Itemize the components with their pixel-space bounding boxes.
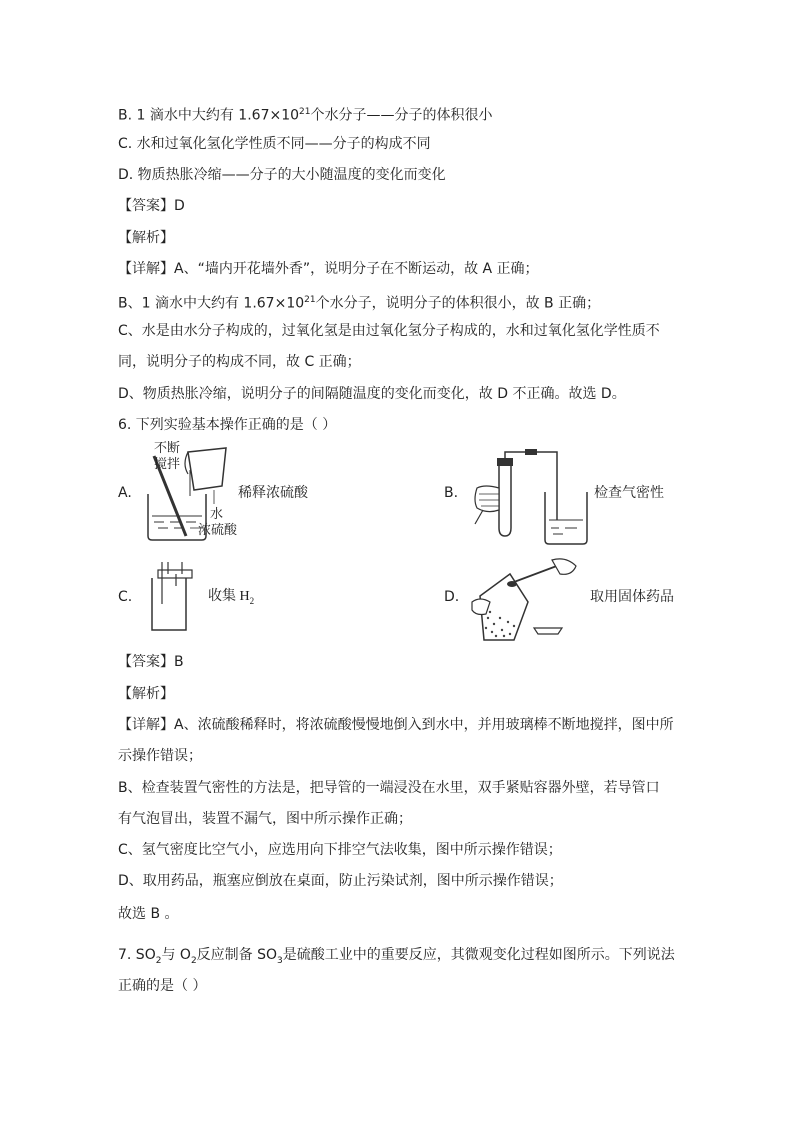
option-d-caption: 取用固体药品 bbox=[590, 589, 674, 605]
detail-c1-q5: C、水是由水分子构成的，过氧化氢是由过氧化氢分子构成的，水和过氧化氢化学性质不 bbox=[118, 323, 660, 339]
detail-d-q6: D、取用药品，瓶塞应倒放在桌面，防止污染试剂，图中所示操作错误； bbox=[118, 873, 563, 889]
solid-reagent-illustration bbox=[466, 556, 584, 646]
q6-stem: 6. 下列实验基本操作正确的是（ ） bbox=[118, 417, 337, 433]
airtight-check-illustration bbox=[465, 448, 590, 548]
detail-a-q5: 【详解】A、“墙内开花墙外香”，说明分子在不断运动，故 A 正确； bbox=[118, 261, 539, 277]
option-c-caption: 收集 $H_2$ bbox=[208, 589, 255, 606]
option-d-letter: D. bbox=[444, 589, 460, 605]
option-a-caption: 稀释浓硫酸 bbox=[238, 485, 308, 501]
stir-label-2: 搅拌 bbox=[154, 457, 181, 472]
analysis-heading-q5: 【解析】 bbox=[118, 230, 174, 246]
option-b-caption: 检查气密性 bbox=[594, 485, 664, 501]
detail-a1-q6: 【详解】A、浓硫酸稀释时，将浓硫酸慢慢地倒入到水中，并用玻璃棒不断地搅拌，图中所 bbox=[118, 717, 674, 733]
solid-reagent-figure bbox=[466, 556, 584, 646]
detail-b-q5: B、1 滴水中大约有 $1.67\times 10^{21}$个水分子，说明分子的体积很小，故 B 正确； bbox=[118, 295, 601, 312]
gas-bottle-illustration bbox=[144, 558, 194, 634]
detail-a2-q6: 示操作错误； bbox=[118, 748, 202, 764]
option-a-letter: A. bbox=[118, 485, 132, 501]
option-b-letter: B. bbox=[444, 485, 459, 501]
gas-bottle-figure bbox=[144, 558, 194, 634]
detail-d-q5: D、物质热胀冷缩，说明分子的间隔随温度的变化而变化，故 D 不正确。故选 D。 bbox=[118, 386, 626, 402]
q7-stem: 7. $SO_2$与 $O_2$反应制备 $SO_3$是硫酸工业中的重要反应，其微观变化过程如图所示。下列说法 bbox=[118, 947, 675, 966]
answer-q5: 【答案】D bbox=[118, 198, 185, 214]
detail-c2-q5: 同，说明分子的构成不同，故 C 正确； bbox=[118, 354, 361, 370]
water-label: 水 bbox=[210, 507, 224, 522]
option-c: C. 水和过氧化氢化学性质不同——分子的构成不同 bbox=[118, 136, 431, 152]
detail-b1-q6: B、检查装置气密性的方法是，把导管的一端浸没在水里，双手紧贴容器外壁，若导管口 bbox=[118, 780, 660, 796]
stir-label: 不断 bbox=[154, 441, 181, 456]
conclusion-q6: 故选 B 。 bbox=[118, 906, 179, 922]
option-b: B. 1 滴水中大约有 $1.67\times 10^{21}$个水分子——分子的体积很小 bbox=[118, 107, 493, 124]
option-c-letter: C. bbox=[118, 589, 133, 605]
analysis-heading-q6: 【解析】 bbox=[118, 686, 174, 702]
detail-b2-q6: 有气泡冒出，装置不漏气，图中所示操作正确； bbox=[118, 811, 412, 827]
detail-c-q6: C、氢气密度比空气小，应选用向下排空气法收集，图中所示操作错误； bbox=[118, 842, 562, 858]
acid-label: 浓硫酸 bbox=[198, 523, 238, 538]
option-d: D. 物质热胀冷缩——分子的大小随温度的变化而变化 bbox=[118, 167, 446, 183]
answer-q6: 【答案】B bbox=[118, 654, 184, 670]
q7-stem-line2: 正确的是（ ） bbox=[118, 978, 207, 994]
airtight-check-figure bbox=[465, 448, 590, 548]
